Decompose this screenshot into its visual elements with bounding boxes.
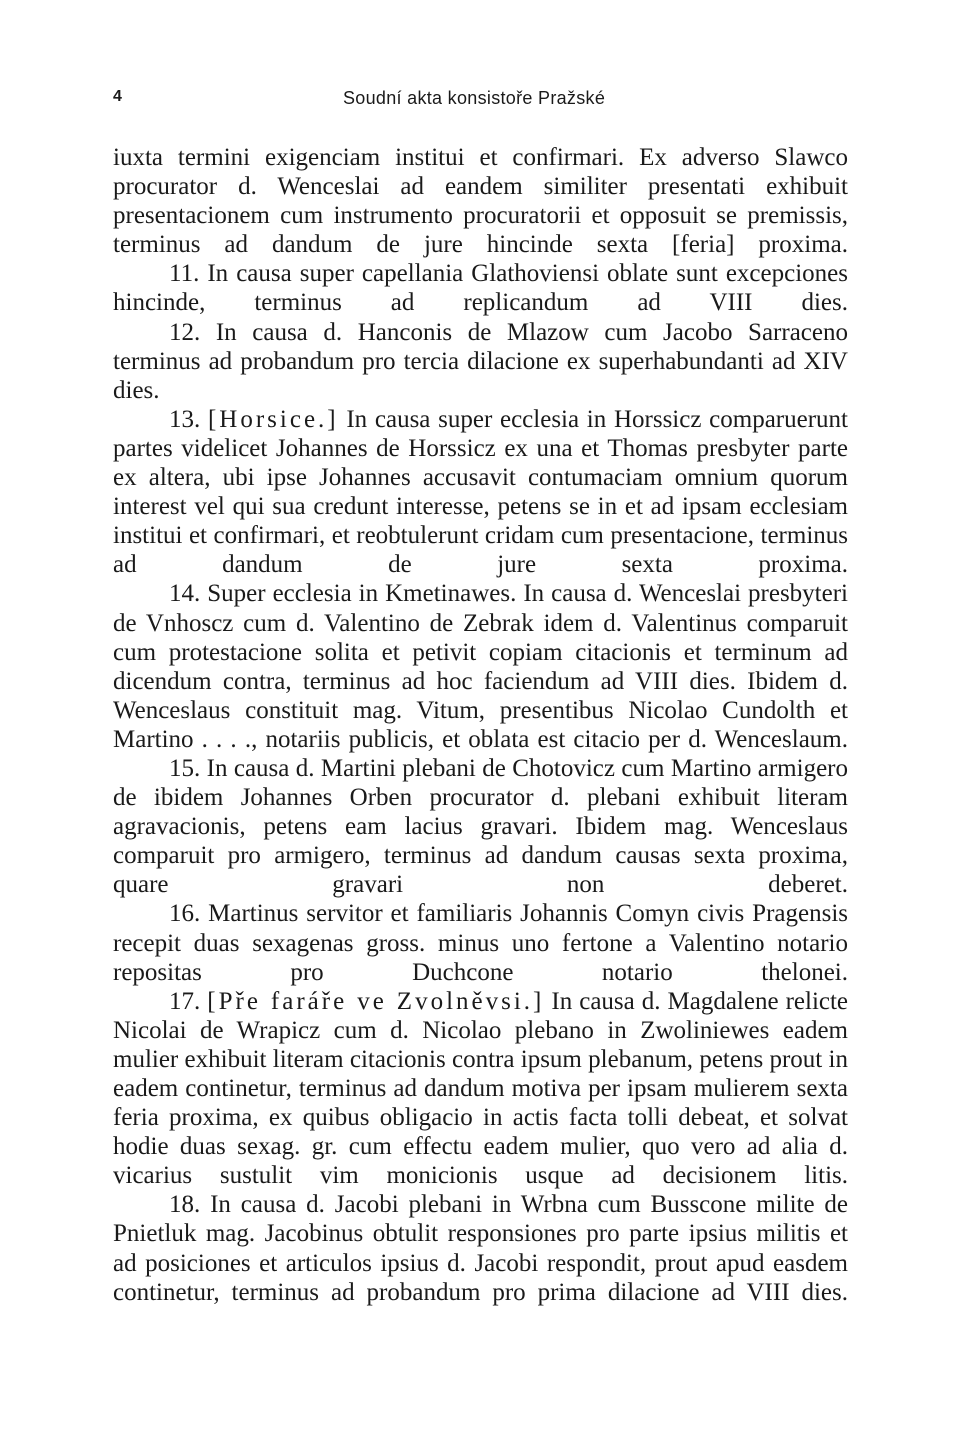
page-number: 4 — [113, 88, 122, 105]
paragraph-15 — [113, 754, 848, 899]
paragraph-text: In causa d. Magdalene relicte Nicolai de Wrapicz cum d. Nicolao plebano in Zwoliniewes eadem mulier exhibuit literam citacionis contra ipsum plebanum, petens prout in eadem continetur, terminus ad dandum motiva per ipsam mulierem sexta feria proxima, ex quibus obligacio in actis facta tolli debeat, et solvat hodie duas sexag. gr. cum effectu eadem mulier, quo vero ad alia d. vicarius sustulit vim monicionis usque ad decisionem litis. — [113, 987, 849, 1190]
paragraph-text: In causa super ecclesia in Horssicz comparuerunt partes videlicet Johannes de Horssicz ex una et Thomas presbyter parte ex altera, ubi ipse Johannes accusavit contumaciam omnium quorum interest vel qui sua credunt interesse, petens se in et ad ipsam ecclesiam institui et confirmari, et reobtulerunt cridam cum presentacione, terminus ad dandum de jure sexta proxima. — [113, 405, 848, 579]
paragraph-text: In causa d. Hanconis de Mlazow cum Jacobo Sarraceno terminus ad probandum pro tercia dilacione ex superhabundanti ad XIV dies. — [113, 318, 849, 404]
paragraph-sigla: [Horsice.] — [207, 405, 339, 433]
paragraph-text: In causa super capellania Glathoviensi oblate sunt excepciones hincinde, terminus ad replicandum ad VIII dies. — [113, 260, 848, 317]
paragraph-12 — [113, 318, 848, 405]
paragraph-number: 13. — [169, 405, 201, 433]
paragraph-number: 18. — [169, 1191, 201, 1219]
paragraph-16 — [113, 899, 848, 986]
paragraph-number: 14. — [169, 580, 201, 608]
paragraph-text: In causa d. Martini plebani de Chotovicz cum Martino armigero de ibidem Johannes Orben procurator d. plebani exhibuit literam agravacionis, petens eam lacius gravari. Ibidem mag. Wenceslaus comparuit pro armigero, terminus ad dandum causas sexta proxima, quare gravari non deberet. — [113, 754, 848, 899]
paragraph-continuation — [113, 143, 848, 259]
paragraph-11 — [113, 259, 848, 317]
paragraph-18 — [113, 1190, 848, 1306]
page-header — [113, 88, 848, 114]
running-title: Soudní akta konsistoře Pražské — [343, 88, 606, 108]
paragraph-text: In causa d. Jacobi plebani in Wrbna cum Busscone milite de Pnietluk mag. Jacobinus obtulit responsiones pro parte ipsius militis et ad posiciones et articulos ipsius d. Jacobi respondit, prout apud easdem continetur, terminus ad probandum pro prima dilacione ad VIII dies. — [113, 1191, 849, 1306]
paragraph-text: iuxta termini exigenciam institui et confirmari. Ex adverso Slawco procurator d. Wenceslai ad eandem similiter presentati exhibuit presentacionem cum instrumento procuratorii et opposuit se premissis, terminus ad dandum de jure hincinde sexta [feria] proxima. — [113, 144, 848, 259]
paragraph-17 — [113, 987, 848, 1191]
paragraph-14 — [113, 579, 848, 754]
paragraph-number: 15. — [169, 754, 201, 782]
document-body — [113, 143, 848, 1307]
paragraph-number: 12. — [169, 318, 201, 346]
paragraph-text: Super ecclesia in Kmetinawes. In causa d. Wenceslai presbyteri de Vnhoscz cum d. Valentino de Zebrak idem d. Valentinus comparuit cum protestacione solita et petivit copiam citacionis et terminum ad dicendum contra, terminus ad hoc faciendum ad VIII dies. Ibidem d. Wenceslaus constituit mag. Vitum, presentibus Nicolao Cundolth et Martino . . . ., notariis publicis, et oblata est citacio per d. Wenceslaum. — [113, 580, 848, 753]
paragraph-sigla: [Pře faráře ve Zvolněvsi.] — [207, 987, 545, 1015]
paragraph-text: Martinus servitor et familiaris Johannis Comyn civis Pragensis recepit duas sexagenas gross. minus uno fertone a Valentino notario repositas pro Duchcone notario thelonei. — [113, 900, 848, 986]
paragraph-number: 16. — [169, 900, 201, 928]
paragraph-number: 17. — [169, 987, 201, 1015]
paragraph-13 — [113, 405, 848, 580]
paragraph-number: 11. — [169, 260, 200, 288]
